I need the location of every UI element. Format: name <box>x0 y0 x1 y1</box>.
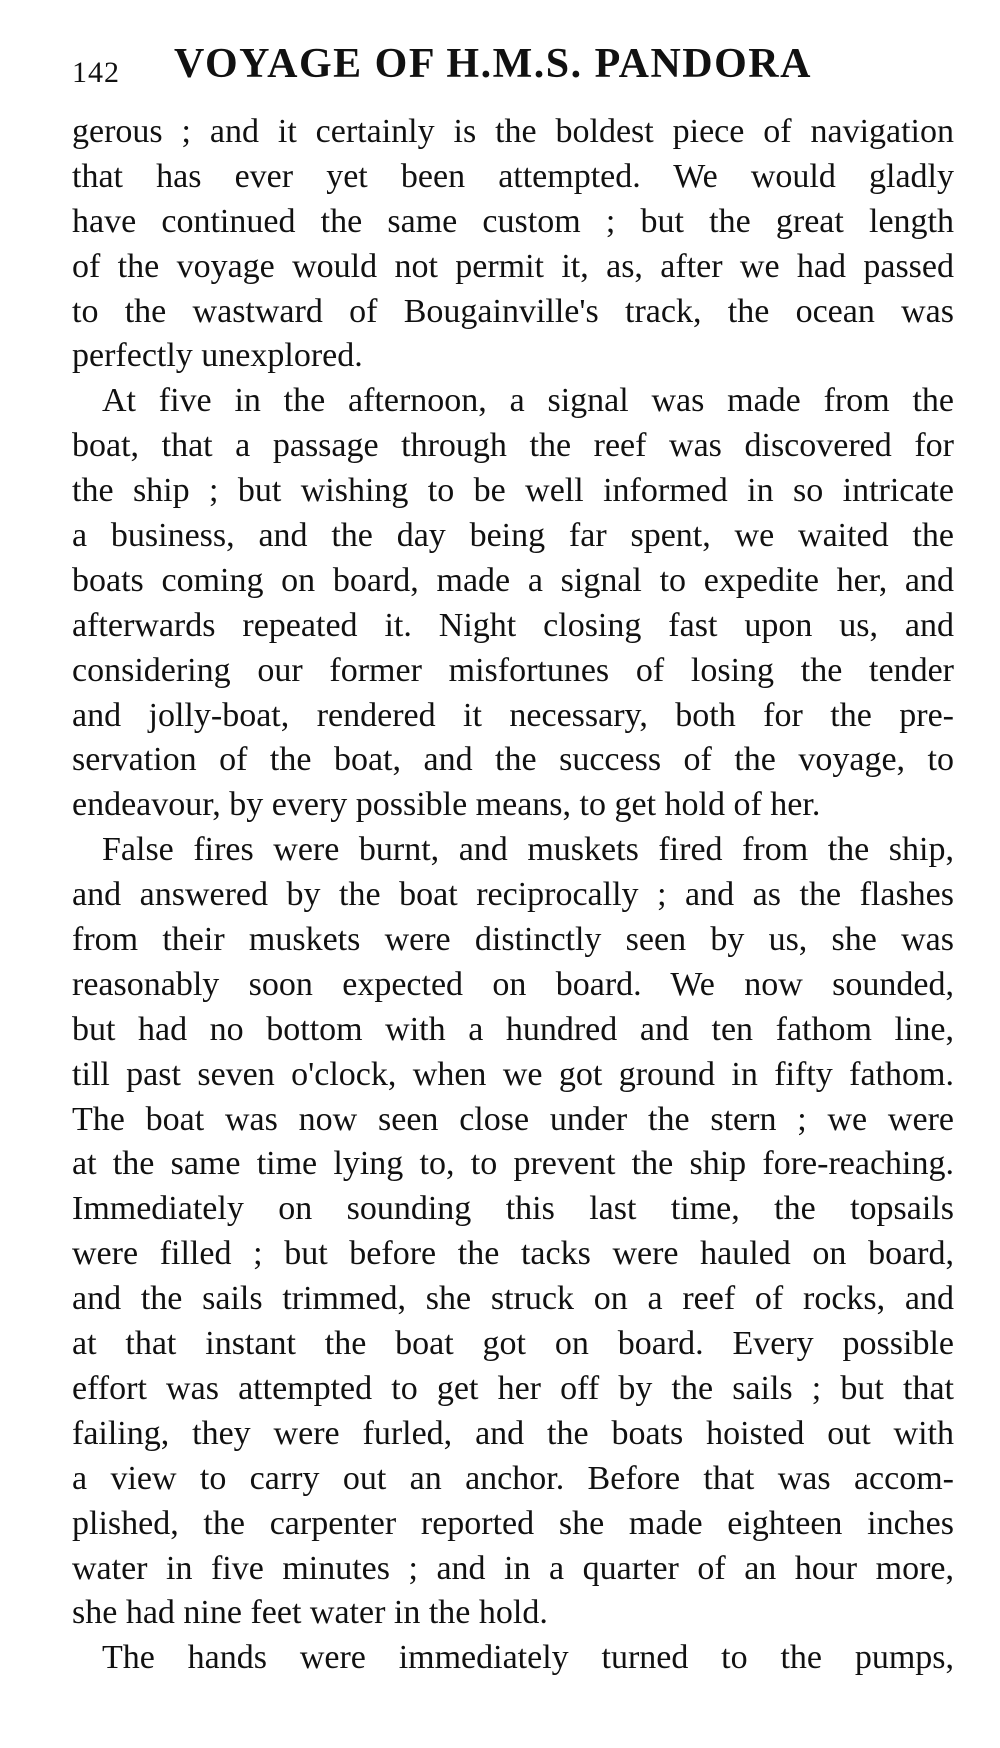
text-line: but had no bottom with a hundred and ten fathom line, <box>72 1010 954 1048</box>
text-line: she had nine feet water in the hold. <box>72 1594 548 1632</box>
text-line: from their muskets were distinctly seen by us, she was <box>72 921 954 959</box>
text-line: Immediately on sounding this last time, the topsails <box>72 1190 954 1228</box>
text-line: gerous ; and it certainly is the boldest piece of navigation <box>72 113 954 150</box>
text-line: water in five minutes ; and in a quarter of an hour more, <box>72 1549 954 1587</box>
text-line: effort was attempted to get her off by the sails ; but that <box>72 1369 954 1407</box>
text-line: plished, the carpenter reported she made eighteen inches <box>72 1504 954 1542</box>
text-line: The boat was now seen close under the stern ; we were <box>72 1100 954 1138</box>
text-line: boat, that a passage through the reef was discovered for <box>72 427 954 465</box>
text-line: that has ever yet been attempted. We would gladly <box>72 157 954 195</box>
text-line: and jolly-boat, rendered it necessary, both for the pre- <box>72 696 954 734</box>
text-line: failing, they were furled, and the boats hoisted out with <box>72 1414 954 1452</box>
text-line: reasonably soon expected on board. We now sounded, <box>72 965 954 1003</box>
text-line: boats coming on board, made a signal to expedite her, and <box>72 561 954 599</box>
text-line: have continued the same custom ; but the great length <box>72 202 954 240</box>
paragraph-2 <box>72 379 954 828</box>
text-line: of the voyage would not permit it, as, after we had passed <box>72 247 954 285</box>
text-line: The hands were immediately turned to the pumps, <box>102 1639 954 1677</box>
text-line: considering our former misfortunes of losing the tender <box>72 651 954 689</box>
text-line: at that instant the boat got on board. Every possible <box>72 1325 954 1363</box>
running-head <box>72 40 952 100</box>
text-line: at the same time lying to, to prevent the ship fore-reaching. <box>72 1145 954 1183</box>
text-line: False fires were burnt, and muskets fired from the ship, <box>102 831 954 869</box>
text-line: were filled ; but before the tacks were hauled on board, <box>72 1235 954 1273</box>
text-line: and answered by the boat reciprocally ; and as the flashes <box>72 876 954 914</box>
text-line: At five in the afternoon, a signal was made from the <box>102 382 954 420</box>
text-line: servation of the boat, and the success of the voyage, to <box>72 741 954 779</box>
text-line: perfectly unexplored. <box>72 337 363 375</box>
paragraph-4 <box>72 1636 954 1681</box>
text-line: afterwards repeated it. Night closing fast upon us, and <box>72 606 954 644</box>
text-line: the ship ; but wishing to be well informed in so intricate <box>72 472 954 510</box>
text-line: a view to carry out an anchor. Before that was accom- <box>72 1459 954 1497</box>
running-title: VOYAGE OF H.M.S. PANDORA <box>174 41 812 87</box>
text-line: and the sails trimmed, she struck on a reef of rocks, and <box>72 1280 954 1318</box>
text-line: a business, and the day being far spent, we waited the <box>72 517 954 555</box>
body-text <box>72 110 954 1681</box>
text-line: to the wastward of Bougainville's track, the ocean was <box>72 292 954 330</box>
page-number: 142 <box>72 56 120 89</box>
paragraph-1 <box>72 110 954 379</box>
text-line: till past seven o'clock, when we got ground in fifty fathom. <box>72 1055 954 1093</box>
paragraph-3 <box>72 828 954 1636</box>
text-line: endeavour, by every possible means, to get hold of her. <box>72 786 821 824</box>
